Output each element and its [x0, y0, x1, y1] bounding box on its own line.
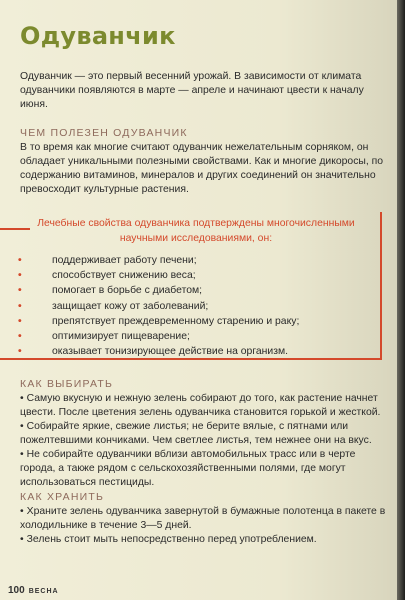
bullet-icon: •	[20, 449, 24, 460]
list-item: • Самую вкусную и нежную зелень собирают до того, как растение начнет цвести. После цветения зелень одуванчика становится горькой и жесткой.	[20, 393, 381, 418]
bullet-icon: •	[20, 421, 24, 432]
page-footer	[8, 585, 59, 596]
page-title: Одуванчик	[20, 22, 176, 50]
store-list	[20, 505, 390, 547]
choose-list	[20, 392, 390, 490]
bullet-icon: •	[18, 331, 22, 343]
section-name: ВЕСНА	[28, 588, 59, 595]
properties-box-lead: Лечебные свойства одуванчика подтверждены многочисленными научными исследованиями, он:	[37, 218, 355, 244]
properties-list	[18, 253, 368, 359]
store-heading: КАК ХРАНИТЬ	[20, 491, 105, 503]
bullet-icon: •	[18, 346, 22, 358]
bullet-icon: •	[18, 300, 22, 312]
list-item: • препятствует преждевременному старению и раку;	[18, 314, 368, 329]
bullet-icon: •	[20, 393, 24, 404]
choose-heading: КАК ВЫБИРАТЬ	[20, 378, 114, 390]
benefit-heading: ЧЕМ ПОЛЕЗЕН ОДУВАНЧИК	[20, 127, 188, 139]
bullet-icon: •	[20, 534, 24, 545]
list-item: • Не собирайте одуванчики вблизи автомобильных трасс или в черте города, а также рядом с сельскохозяйственными полями, где могут использоваться пестициды.	[20, 449, 356, 488]
list-item: • помогает в борьбе с диабетом;	[18, 283, 368, 298]
bullet-icon: •	[20, 506, 24, 517]
bullet-icon: •	[18, 285, 22, 297]
list-item: • оптимизирует пищеварение;	[18, 329, 368, 344]
list-item: • Зелень стоит мыть непосредственно перед употреблением.	[20, 534, 317, 545]
bullet-icon: •	[18, 270, 22, 282]
bullet-icon: •	[18, 315, 22, 327]
page-number: 100	[8, 585, 25, 596]
list-item: • оказывает тонизирующее действие на организм.	[18, 344, 368, 359]
list-item: • способствует снижению веса;	[18, 268, 368, 283]
intro-paragraph: Одуванчик — это первый весенний урожай. В зависимости от климата одуванчики появляются в марте — апреле и начинают цвести к началу июня.	[20, 71, 364, 110]
list-item: • поддерживает работу печени;	[18, 253, 368, 268]
list-item: • Храните зелень одуванчика завернутой в бумажные полотенца в пакете в холодильнике в течение 3—5 дней.	[20, 506, 386, 531]
page-edge-shadow	[397, 0, 405, 600]
list-item: • Собирайте яркие, свежие листья; не берите вялые, с пятнами или пожелтевшими кончиками. Чем светлее листья, тем нежнее они на вкус.	[20, 421, 372, 446]
benefit-paragraph: В то время как многие считают одуванчик нежелательным сорняком, он обладает уникальными полезными свойствами. Как и многие дикоросы, по содержанию витаминов, минералов и других соединений он значительно превосходит культурные растения.	[20, 142, 384, 195]
list-item: • защищает кожу от заболеваний;	[18, 299, 368, 314]
bullet-icon: •	[18, 255, 22, 266]
